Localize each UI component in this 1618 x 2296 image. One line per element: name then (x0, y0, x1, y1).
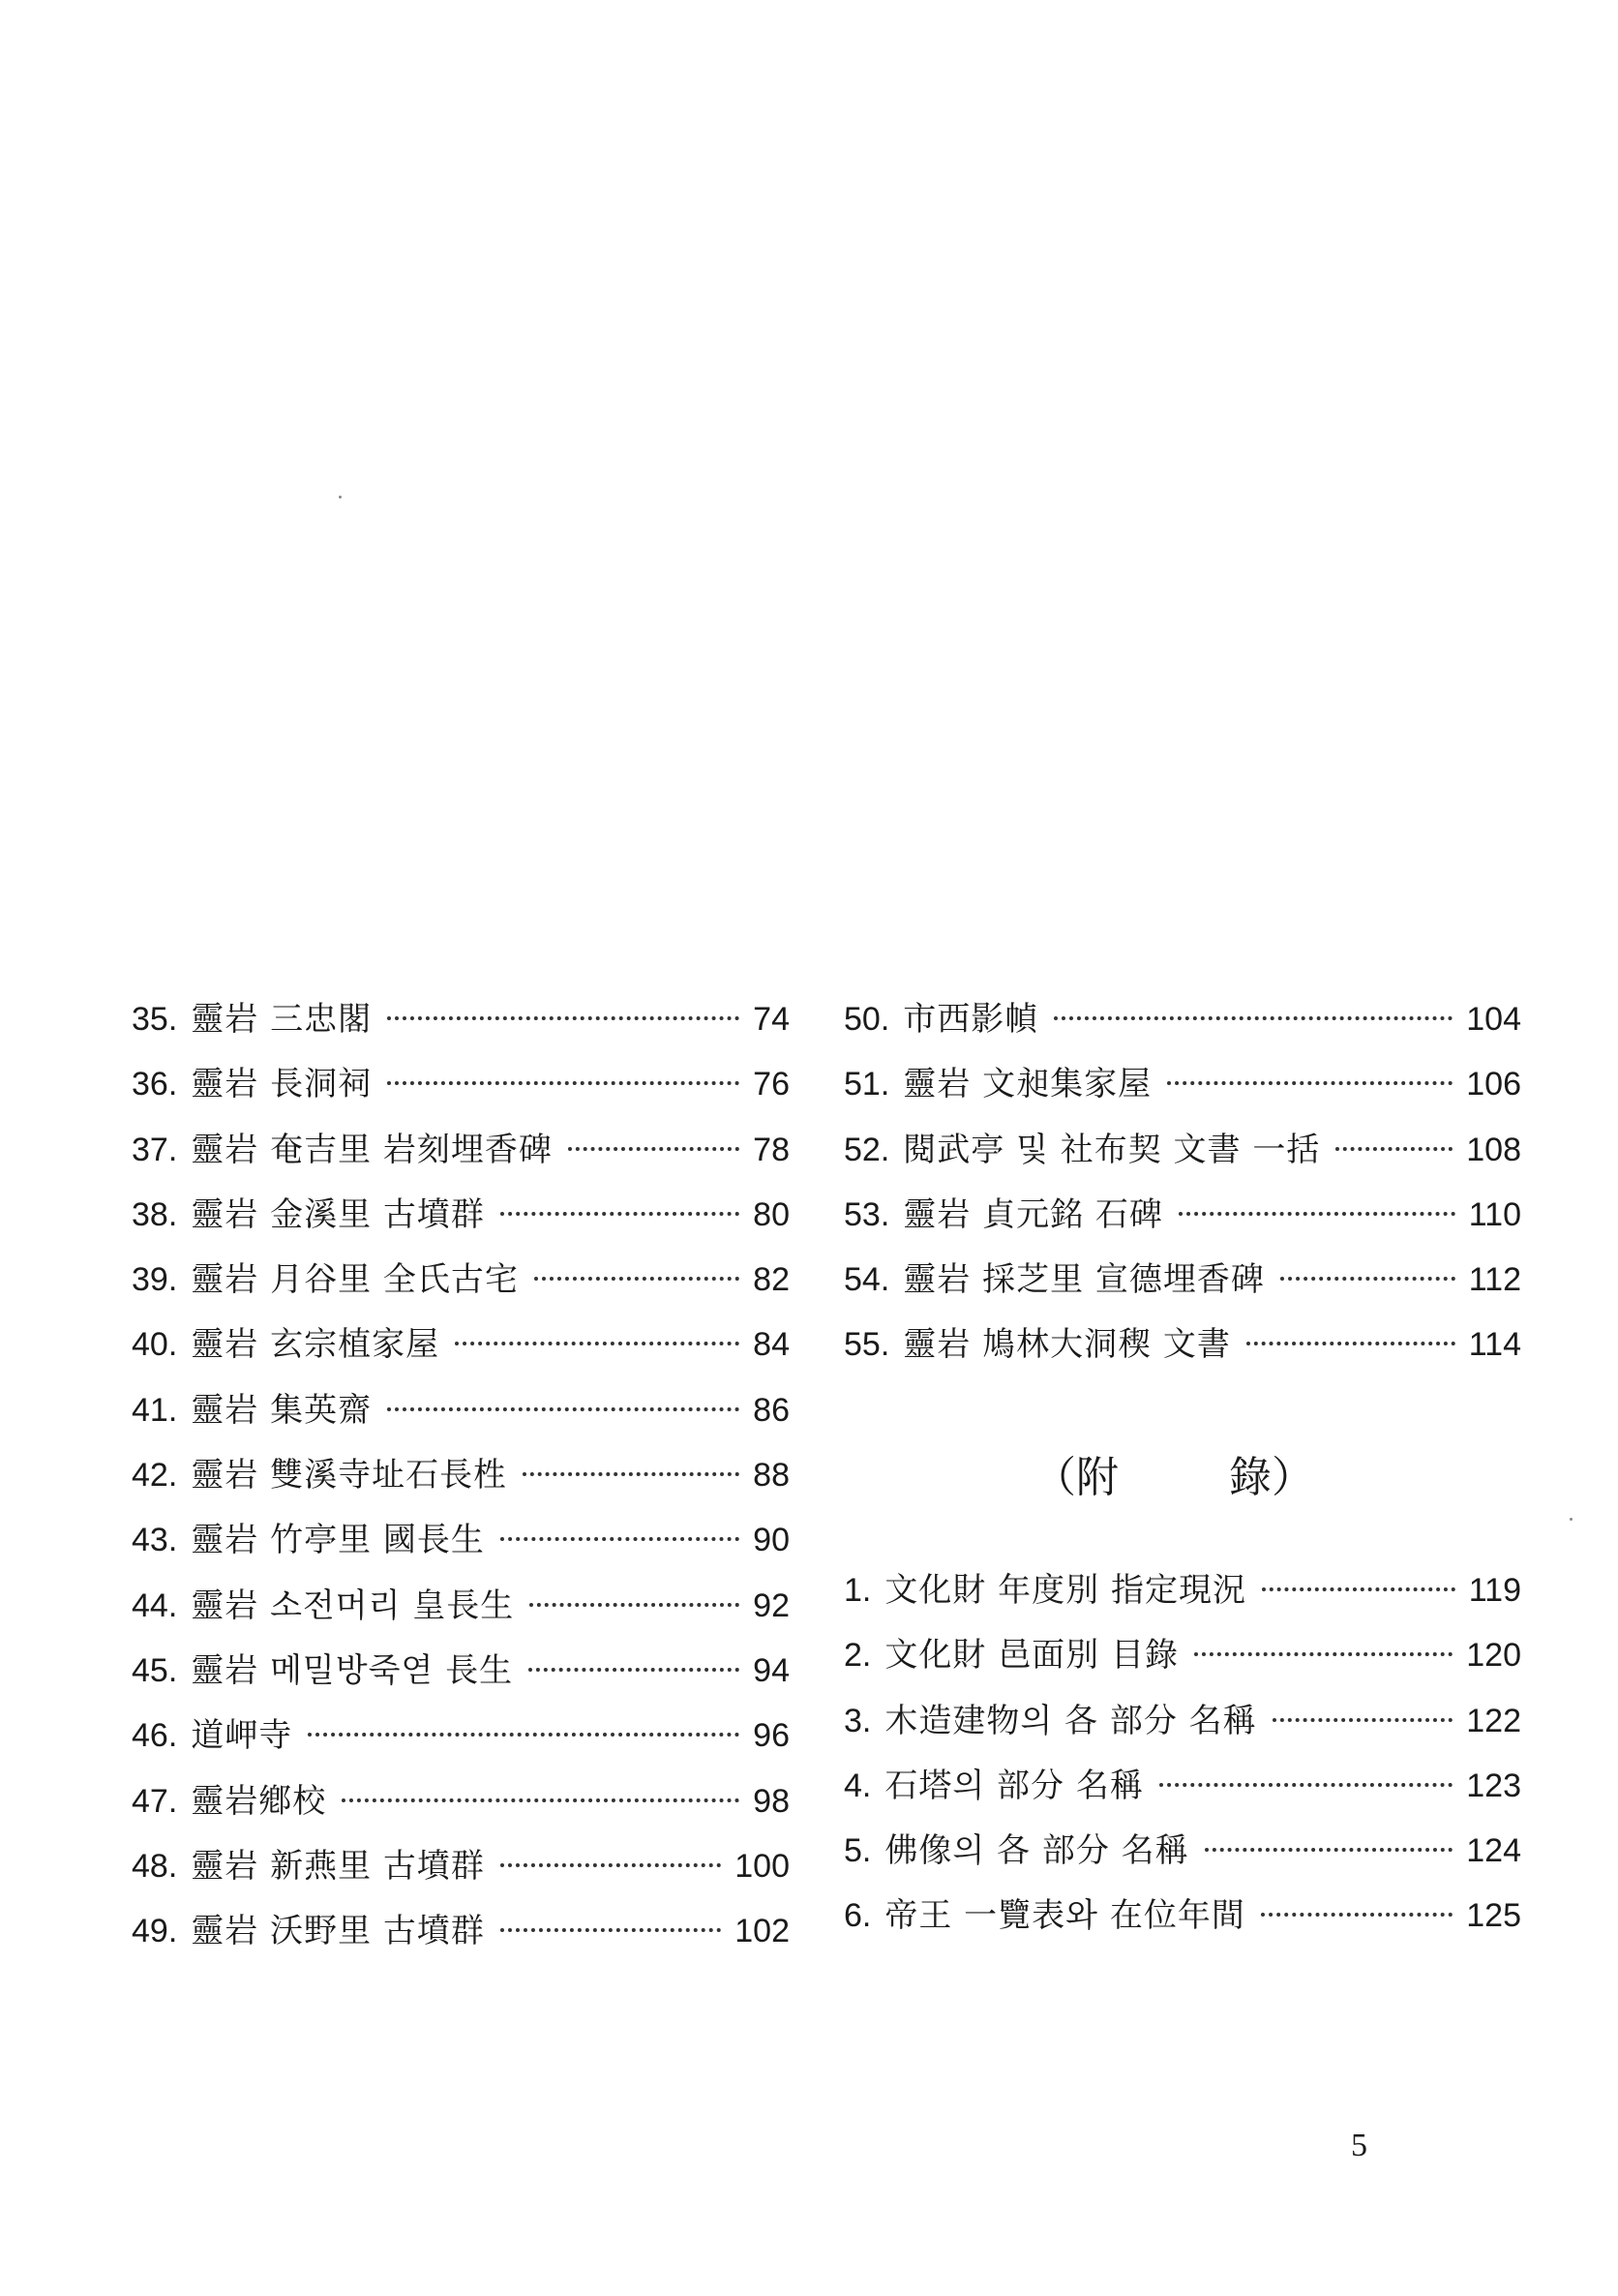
toc-entry (132, 1183, 790, 1248)
toc-entry (844, 1052, 1521, 1117)
toc-entry-page: 102 (734, 1913, 790, 1950)
dot-leader (500, 1928, 721, 1932)
toc-entry (844, 1754, 1521, 1819)
toc-entry-page: 125 (1466, 1897, 1521, 1935)
dot-leader (1159, 1783, 1453, 1787)
toc-entry (132, 1704, 790, 1768)
toc-entry (132, 1118, 790, 1183)
toc-entry-number: 37. (132, 1131, 178, 1168)
dot-leader (1054, 1016, 1453, 1020)
toc-entry-number: 55. (844, 1326, 890, 1364)
toc-entry-page: 86 (753, 1391, 790, 1429)
toc-entry-title: 靈岩 奄吉里 岩刻埋香碑 (191, 1130, 553, 1169)
toc-entry (844, 1313, 1521, 1377)
toc-entry-page: 90 (753, 1522, 790, 1559)
toc-entry-title: 靈岩 沃野里 古墳群 (191, 1912, 485, 1951)
dot-leader (500, 1863, 721, 1867)
toc-entry-page: 92 (753, 1586, 790, 1624)
toc-entry-number: 36. (132, 1066, 178, 1103)
dot-leader (1205, 1848, 1453, 1852)
dot-leader (523, 1472, 739, 1476)
dot-leader (500, 1537, 739, 1541)
toc-entry-number: 47. (132, 1782, 178, 1820)
toc-entry-page: 78 (753, 1131, 790, 1168)
dot-leader (1194, 1652, 1453, 1656)
toc-entry-page: 80 (753, 1195, 790, 1233)
toc-entry-title: 閱武亭 및 社布契 文書 一括 (903, 1130, 1321, 1169)
toc-entry (844, 1884, 1521, 1949)
toc-entry-title: 道岬寺 (191, 1716, 293, 1756)
toc-entry-number: 50. (844, 1001, 890, 1038)
toc-entry (844, 1183, 1521, 1248)
toc-entry (132, 987, 790, 1052)
toc-entry-title: 文化財 年度別 指定現況 (884, 1571, 1246, 1610)
toc-entry (132, 1769, 790, 1834)
toc-entry (844, 1689, 1521, 1754)
toc-entry-number: 54. (844, 1261, 890, 1299)
toc-entry-title: 靈岩 玄宗植家屋 (191, 1325, 440, 1365)
toc-entry-title: 靈岩 竹亭里 國長生 (191, 1521, 485, 1560)
toc-entry-number: 35. (132, 1001, 178, 1038)
toc-entry (132, 1574, 790, 1639)
toc-entry-number: 2. (844, 1637, 872, 1675)
toc-entry-number: 44. (132, 1586, 178, 1624)
toc-entry (844, 1118, 1521, 1183)
toc-entry-number: 45. (132, 1651, 178, 1689)
toc-entry-title: 靈岩 鳩林大洞稧 文書 (903, 1325, 1231, 1365)
toc-entry (132, 1248, 790, 1313)
dot-leader (1280, 1277, 1455, 1281)
toc-entry-title: 帝王 一覽表와 在位年間 (884, 1896, 1245, 1936)
appendix-heading-close: 錄） (1229, 1453, 1314, 1502)
toc-entry-title: 石塔의 部分 名稱 (884, 1766, 1144, 1805)
toc-entry (132, 1313, 790, 1377)
toc-entry-title: 靈岩 集英齋 (191, 1390, 373, 1430)
toc-entry (132, 1378, 790, 1443)
toc-entry-title: 靈岩 雙溪寺址石長栍 (191, 1456, 508, 1495)
toc-entry-number: 51. (844, 1066, 890, 1103)
toc-entry (844, 1558, 1521, 1623)
toc-entry (844, 1819, 1521, 1884)
toc-entry-number: 41. (132, 1391, 178, 1429)
toc-entry-page: 96 (753, 1717, 790, 1755)
toc-entry-page: 122 (1466, 1702, 1521, 1739)
dot-leader (387, 1407, 739, 1411)
toc-entry-page: 104 (1466, 1001, 1521, 1038)
appendix-heading (1034, 1442, 1314, 1504)
toc-entry-title: 靈岩 文昶集家屋 (903, 1065, 1153, 1104)
toc-entry-page: 76 (753, 1066, 790, 1103)
appendix-list (844, 1558, 1521, 1949)
dot-leader (1246, 1342, 1455, 1345)
dot-leader (1179, 1212, 1455, 1216)
toc-entry-title: 靈岩鄕校 (191, 1781, 327, 1821)
toc-entry-title: 木造建物의 各 部分 名稱 (884, 1701, 1257, 1740)
dot-leader (455, 1342, 739, 1345)
toc-entry-page: 106 (1466, 1066, 1521, 1103)
toc-entry-title: 靈岩 月谷里 全氏古宅 (191, 1260, 519, 1300)
dot-leader (1261, 1913, 1453, 1917)
dot-leader (1167, 1081, 1453, 1085)
toc-entry-page: 74 (753, 1001, 790, 1038)
toc-entry-title: 文化財 邑面別 目錄 (884, 1636, 1179, 1676)
toc-entry-number: 39. (132, 1261, 178, 1299)
dot-leader (500, 1212, 739, 1216)
toc-entry-page: 88 (753, 1457, 790, 1495)
toc-entry-title: 佛像의 各 部分 名稱 (884, 1831, 1189, 1871)
toc-entry-page: 124 (1466, 1832, 1521, 1870)
toc-entry-page: 82 (753, 1261, 790, 1299)
toc-entry-title: 靈岩 三忠閣 (191, 1000, 373, 1039)
toc-entry-number: 6. (844, 1897, 872, 1935)
toc-entry-title: 靈岩 長洞祠 (191, 1065, 373, 1104)
toc-entry-title: 靈岩 金溪里 古墳群 (191, 1194, 485, 1234)
toc-entry-number: 46. (132, 1717, 178, 1755)
toc-entry-page: 108 (1466, 1131, 1521, 1168)
toc-entry (844, 1623, 1521, 1688)
toc-entry-number: 52. (844, 1131, 890, 1168)
toc-entry-number: 5. (844, 1832, 872, 1870)
toc-entry-page: 120 (1466, 1637, 1521, 1675)
dot-leader (528, 1668, 739, 1672)
toc-entry (132, 1052, 790, 1117)
toc-entry-page: 112 (1468, 1261, 1521, 1299)
toc-entry-number: 42. (132, 1457, 178, 1495)
toc-entry-page: 123 (1466, 1767, 1521, 1804)
toc-entry-number: 40. (132, 1326, 178, 1364)
page-number: 5 (1351, 2128, 1367, 2163)
toc-entry (132, 1639, 790, 1704)
dot-leader (308, 1733, 739, 1737)
toc-entry-number: 48. (132, 1847, 178, 1885)
toc-entry-number: 38. (132, 1195, 178, 1233)
toc-entry-title: 靈岩 新燕里 古墳群 (191, 1846, 485, 1886)
toc-right-column (844, 987, 1521, 1378)
toc-entry (132, 1443, 790, 1508)
toc-entry-title: 市西影幀 (903, 1000, 1039, 1039)
dot-leader (387, 1081, 739, 1085)
dot-leader (1273, 1718, 1453, 1722)
toc-entry-title: 靈岩 貞元銘 石碑 (903, 1194, 1163, 1234)
toc-entry-page: 84 (753, 1326, 790, 1364)
scan-speck (1570, 1518, 1573, 1521)
toc-entry (132, 1899, 790, 1964)
toc-entry-title: 靈岩 메밀방죽엳 長生 (191, 1650, 514, 1690)
scan-speck (339, 496, 342, 498)
dot-leader (529, 1603, 739, 1607)
appendix-heading-open: （附 (1034, 1453, 1119, 1502)
toc-entry (844, 987, 1521, 1052)
toc-entry-page: 98 (753, 1782, 790, 1820)
toc-entry (132, 1834, 790, 1899)
dot-leader (534, 1277, 739, 1281)
toc-entry-number: 3. (844, 1702, 872, 1739)
toc-entry-number: 49. (132, 1913, 178, 1950)
toc-entry-page: 114 (1468, 1326, 1521, 1364)
toc-entry (844, 1248, 1521, 1313)
toc-entry-number: 1. (844, 1572, 872, 1609)
toc-entry-number: 43. (132, 1522, 178, 1559)
toc-entry-page: 110 (1468, 1195, 1521, 1233)
toc-entry-number: 53. (844, 1195, 890, 1233)
toc-entry-page: 100 (734, 1847, 790, 1885)
dot-leader (568, 1147, 739, 1151)
toc-entry-page: 119 (1468, 1572, 1521, 1609)
dot-leader (387, 1016, 739, 1020)
toc-entry-title: 靈岩 소전머리 皇長生 (191, 1586, 515, 1625)
dot-leader (1262, 1587, 1455, 1591)
toc-left-column (132, 987, 790, 1964)
dot-leader (342, 1798, 739, 1802)
dot-leader (1335, 1147, 1453, 1151)
toc-entry-page: 94 (753, 1651, 790, 1689)
toc-entry-title: 靈岩 採芝里 宣德埋香碑 (903, 1260, 1265, 1300)
toc-entry-number: 4. (844, 1767, 872, 1804)
toc-entry (132, 1508, 790, 1573)
